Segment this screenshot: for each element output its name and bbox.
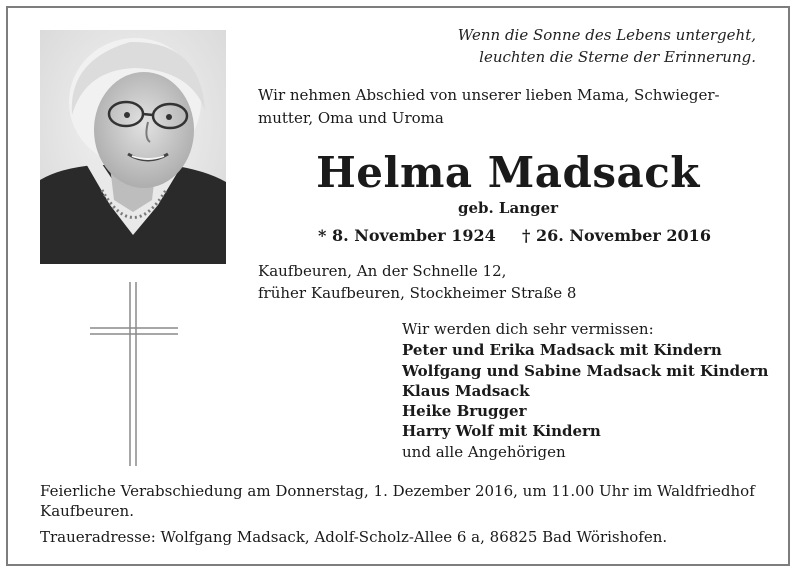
mourning-address: Traueradresse: Wolfgang Madsack, Adolf-Scholz-Allee 6 a, 86825 Bad Wörishofen. bbox=[40, 528, 668, 546]
intro-line-2: mutter, Oma und Uroma bbox=[258, 109, 444, 127]
address-line-2: früher Kaufbeuren, Stockheimer Straße 8 bbox=[258, 284, 577, 302]
birth-date: * 8. November 1924 bbox=[318, 226, 496, 245]
funeral-line-2: Kaufbeuren. bbox=[40, 502, 134, 520]
mourners-closing: und alle Angehörigen bbox=[402, 443, 566, 461]
birth-name: geb. Langer bbox=[457, 199, 559, 217]
mourner-name: Klaus Madsack bbox=[402, 382, 530, 400]
mourner-name: Peter und Erika Madsack mit Kindern bbox=[402, 341, 722, 359]
mourners-intro: Wir werden dich sehr vermissen: bbox=[402, 320, 654, 338]
funeral-line-1: Feierliche Verabschiedung am Donnerstag, 1. Dezember 2016, um 11.00 Uhr im Waldfriedhof bbox=[40, 482, 755, 500]
death-date: † 26. November 2016 bbox=[522, 226, 711, 245]
intro-text bbox=[258, 84, 768, 130]
cross-icon bbox=[86, 280, 182, 470]
intro-line-1: Wir nehmen Abschied von unserer lieben Mama, Schwieger- bbox=[258, 86, 720, 104]
deceased-name: Helma Madsack bbox=[316, 148, 700, 197]
quote-line-1: Wenn die Sonne des Lebens untergeht, bbox=[457, 26, 756, 44]
mourner-name: Harry Wolf mit Kindern bbox=[402, 422, 601, 440]
quote-line-2: leuchten die Sterne der Erinnerung. bbox=[479, 48, 756, 66]
address-line-1: Kaufbeuren, An der Schnelle 12, bbox=[258, 262, 507, 280]
mourner-name: Wolfgang und Sabine Madsack mit Kindern bbox=[402, 362, 769, 380]
portrait-image bbox=[40, 30, 226, 264]
portrait-photo bbox=[40, 30, 226, 264]
mourner-name: Heike Brugger bbox=[402, 402, 527, 420]
